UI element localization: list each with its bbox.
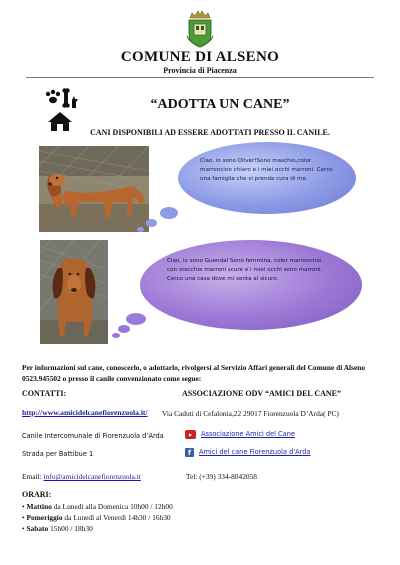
- municipal-crest-icon: [186, 10, 214, 48]
- association-name: ASSOCIAZIONE ODV “AMICI DEL CANE”: [182, 389, 341, 398]
- comune-title: COMUNE DI ALSENO: [120, 49, 280, 65]
- speech-bubble-guendal: [140, 240, 362, 330]
- speech-bubble-tail: [137, 227, 144, 232]
- main-title: “ADOTTA UN CANE”: [150, 97, 290, 112]
- dog-photo-guendal: [40, 240, 108, 344]
- speech-bubble-tail: [126, 313, 146, 325]
- dog-photo-oliver: [39, 146, 149, 232]
- speech-bubble-tail: [112, 333, 120, 338]
- youtube-icon: ▶: [185, 430, 196, 439]
- hours-list: [22, 501, 173, 534]
- list-item: • Mattino da Lunedì alla Domenica 10h00 / 12h00: [22, 502, 173, 511]
- list-item: • Pomeriggio da Lunedì al Venerdì 14h30 / 16h30: [22, 513, 171, 522]
- subtitle: CANI DISPONIBILI AD ESSERE ADOTTATI PRESSO IL CANILE.: [90, 128, 330, 137]
- facebook-link[interactable]: Amici del cane Fiorenzuola d'Arda: [199, 448, 311, 456]
- website-link[interactable]: http://www.amicidelcanefiorenzuola.it/: [22, 408, 148, 417]
- association-address: Via Caduti di Cefalonia,22 29017 Fiorenzuola D’Arda( PC): [162, 409, 339, 418]
- canile-street: Strada per Battibue 1: [22, 450, 94, 458]
- speech-bubble-tail: [118, 325, 130, 333]
- youtube-link[interactable]: Associazione Amici del Cane: [201, 430, 295, 438]
- header-divider: [26, 77, 374, 78]
- email-label: Email:: [22, 472, 44, 481]
- speech-bubble-tail: [146, 219, 157, 227]
- email-link[interactable]: info@amicidelcanefiorenzuola.it: [43, 472, 141, 481]
- contacts-heading: CONTATTI:: [22, 389, 67, 398]
- facebook-link-row[interactable]: [185, 447, 310, 457]
- youtube-link-row[interactable]: [185, 429, 295, 439]
- hours-heading: ORARI:: [22, 490, 52, 499]
- canile-name: Canile Intercomunale di Fiorenzuola d’Arda: [22, 432, 164, 440]
- info-paragraph: Per informazioni sul cane, conoscerlo, o adottarlo, rivolgersi al Servizio Affari generali del Comune di Alseno 0523.945502 o presso il canile convenzionato come segue:: [22, 363, 366, 383]
- telephone: Tel: (+39) 334-8042058: [186, 472, 257, 481]
- provincia-subtitle: Provincia di Piacenza: [163, 66, 237, 75]
- bubble-text-guendal: Ciao, io sono Guendal Sono femmina, color marroncino con orecchie marroni scure e i miei occhi sono marroni. Cerco una casa dove mi senta al sicuro.: [167, 258, 323, 282]
- dog-paw-bone-house-icon: [42, 88, 78, 132]
- list-item: • Sabato 15h00 / 18h30: [22, 524, 93, 533]
- email-line: [22, 472, 141, 481]
- facebook-icon: f: [185, 448, 194, 457]
- speech-bubble-tail: [160, 207, 178, 219]
- bubble-text-oliver: Ciao, io sono Oliver!Sono maschio,color marroncino chiaro e i miei occhi marroni. Cerco una famiglia che si prenda cura di me.: [200, 158, 333, 182]
